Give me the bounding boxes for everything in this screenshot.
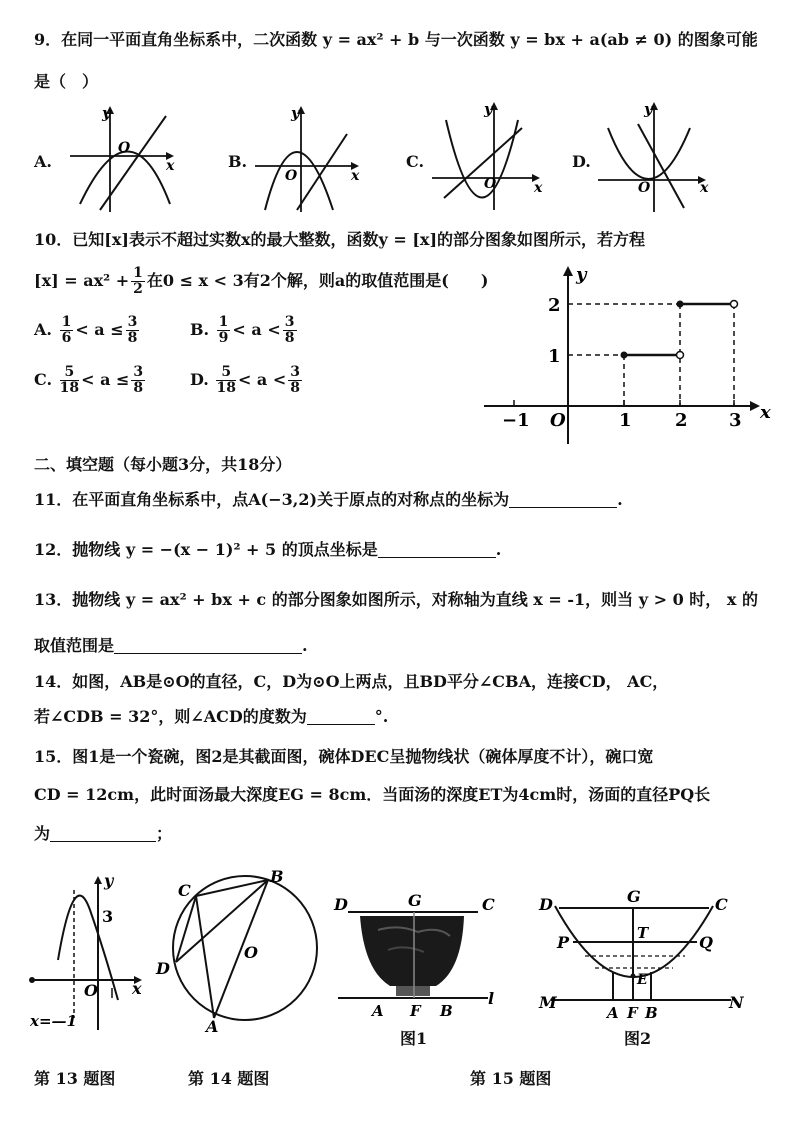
fig15a-label-g: G xyxy=(408,891,422,910)
caption-fig13: 第 13 题图 xyxy=(34,1069,116,1088)
q9b-x-label: x xyxy=(351,168,360,184)
q10-eq-pre: [x] = ax² + xyxy=(34,271,130,290)
q10-graph-xtick-2: 2 xyxy=(675,410,688,431)
q9d-origin: O xyxy=(638,180,651,196)
fig13-origin: O xyxy=(84,981,98,1000)
q10-choice-b[interactable]: B. $\frac{1}{9}$ < a < $\frac{3}{8}$ xyxy=(190,314,295,346)
q13-answer-blank[interactable] xyxy=(114,637,302,654)
fig13-x-label: x xyxy=(132,979,142,998)
q9-option-d-label[interactable]: D. xyxy=(572,152,591,171)
q9-option-c-graph xyxy=(432,100,547,215)
fig14-label-o: O xyxy=(244,943,258,962)
fig15a-label-b: B xyxy=(440,1002,453,1020)
fig14-label-c: C xyxy=(178,881,191,900)
q14-answer-blank[interactable] xyxy=(307,708,375,725)
fig15b-label-g: G xyxy=(627,887,641,906)
fig15b-label-q: Q xyxy=(699,933,713,952)
q9-option-a-graph xyxy=(70,104,180,214)
fig13-y-label: y xyxy=(104,871,114,890)
q10-graph-xtick-neg1: −1 xyxy=(502,410,530,431)
fig15-bowl-photo xyxy=(328,890,508,1025)
fig15a-label-d: D xyxy=(334,895,348,914)
q10-graph-x: x xyxy=(760,402,771,423)
fig14-label-b: B xyxy=(270,867,284,886)
q14-stem-line1: 14．如图，AB是⊙O的直径，C，D为⊙O上两点，且BD平分∠CBA，连接CD， AC， xyxy=(34,672,669,691)
q9a-y-label: y xyxy=(102,104,111,122)
q9d-y-label: y xyxy=(644,100,653,118)
q9b-origin: O xyxy=(285,168,298,184)
q10-choice-c[interactable]: C. $\frac{5}{18}$ < a ≤ $\frac{3}{8}$ xyxy=(34,364,144,396)
fig15-fig1-caption: 图1 xyxy=(400,1029,428,1048)
q14-stem-line2: 若∠CDB = 32°，则∠ACD的度数为 °. xyxy=(34,707,389,726)
q13-stem-line2: 取值范围是 . xyxy=(34,636,308,655)
q15-stem-line2: CD = 12cm，此时面汤最大深度EG = 8cm．当面汤的深度ET为4cm时，汤面的直径PQ长 xyxy=(34,785,711,804)
q12-answer-blank[interactable] xyxy=(378,541,496,558)
q9-stem-line1: 9．在同一平面直角坐标系中，二次函数 y = ax² + b 与一次函数 y = bx + a(ab ≠ 0) 的图象可能 xyxy=(34,30,758,49)
fig15b-label-f: F xyxy=(627,1004,638,1022)
q9-option-b-label[interactable]: B. xyxy=(228,152,248,171)
fig14-label-a: A xyxy=(206,1017,219,1036)
q9a-origin: O xyxy=(118,140,131,156)
q9-option-b-graph xyxy=(255,104,365,214)
fig15b-label-b: B xyxy=(645,1004,658,1022)
fig15b-label-a: A xyxy=(607,1004,619,1022)
fig13-three: 3 xyxy=(102,907,114,926)
fig15b-label-n: N xyxy=(729,993,744,1012)
fig13-parabola-graph xyxy=(28,870,158,1035)
fig14-circle-figure xyxy=(150,867,320,1036)
q13-stem-line1: 13．抛物线 y = ax² + bx + c 的部分图象如图所示，对称轴为直线 x = -1，则当 y > 0 时， x 的 xyxy=(34,590,758,609)
q9c-y-label: y xyxy=(484,100,493,118)
q10-eq-post: 在0 ≤ x < 3有2个解，则a的取值范围是( ) xyxy=(146,271,489,290)
fig15b-label-p: P xyxy=(557,933,570,952)
q15-stem-line3: 为 ； xyxy=(34,824,173,843)
q10-stem-line1: 10．已知[x]表示不超过实数x的最大整数，函数y = [x]的部分图象如图所示，若方程 xyxy=(34,230,646,249)
q10-graph-xtick-3: 3 xyxy=(729,410,742,431)
q11-answer-blank[interactable] xyxy=(509,491,617,508)
q9-option-d-graph xyxy=(598,100,713,215)
q9-option-a-label[interactable]: A. xyxy=(34,152,52,171)
q15-answer-blank[interactable] xyxy=(50,825,156,842)
fig15a-label-a: A xyxy=(372,1002,384,1020)
q10-graph-xtick-1: 1 xyxy=(619,410,632,431)
caption-fig15: 第 15 题图 xyxy=(470,1069,552,1088)
q9c-origin: O xyxy=(484,176,497,192)
fig15b-label-d: D xyxy=(539,895,553,914)
q9c-x-label: x xyxy=(534,180,543,196)
q10-half: $\frac{1}{2}$ xyxy=(133,265,143,297)
fig15-fig2-caption: 图2 xyxy=(624,1029,652,1048)
q9a-x-label: x xyxy=(166,158,175,174)
q10-graph-y: y xyxy=(576,264,587,285)
fig15b-label-t: T xyxy=(637,924,649,942)
q10-graph-ytick-1: 1 xyxy=(548,346,561,367)
fig15a-label-f: F xyxy=(410,1002,421,1020)
fig15b-label-c: C xyxy=(715,895,728,914)
q15-stem-line1: 15．图1是一个瓷碗，图2是其截面图，碗体DEC呈抛物线状（碗体厚度不计），碗口宽 xyxy=(34,747,654,766)
fig13-axis-label: x=—1 xyxy=(30,1012,77,1030)
q9b-y-label: y xyxy=(291,104,300,122)
q12-stem: 12．抛物线 y = −(x − 1)² + 5 的顶点坐标是 . xyxy=(34,540,502,559)
fig15-cross-section xyxy=(535,888,750,1028)
q10-floor-function-graph xyxy=(484,262,774,447)
q10-choice-d[interactable]: D. $\frac{5}{18}$ < a < $\frac{3}{8}$ xyxy=(190,364,301,396)
fig15a-label-c: C xyxy=(482,895,495,914)
q11-stem: 11．在平面直角坐标系中，点A(−3,2)关于原点的对称点的坐标为 . xyxy=(34,490,623,509)
fig15b-label-e: E xyxy=(637,972,648,988)
q9d-x-label: x xyxy=(700,180,709,196)
q10-choice-a[interactable]: A. $\frac{1}{6}$ < a ≤ $\frac{3}{8}$ xyxy=(34,314,138,346)
q9-stem-line2: 是（ ） xyxy=(34,72,99,91)
q10-graph-origin: O xyxy=(550,410,566,431)
fig15b-label-m: M xyxy=(539,993,557,1012)
fig14-label-d: D xyxy=(156,959,170,978)
q9-option-c-label[interactable]: C. xyxy=(406,152,425,171)
caption-fig14: 第 14 题图 xyxy=(188,1069,270,1088)
q10-stem-line2 xyxy=(34,264,488,298)
section-2-heading: 二、填空题（每小题3分，共18分） xyxy=(34,455,292,474)
fig15a-label-l: l xyxy=(488,989,495,1008)
q10-graph-ytick-2: 2 xyxy=(548,295,561,316)
